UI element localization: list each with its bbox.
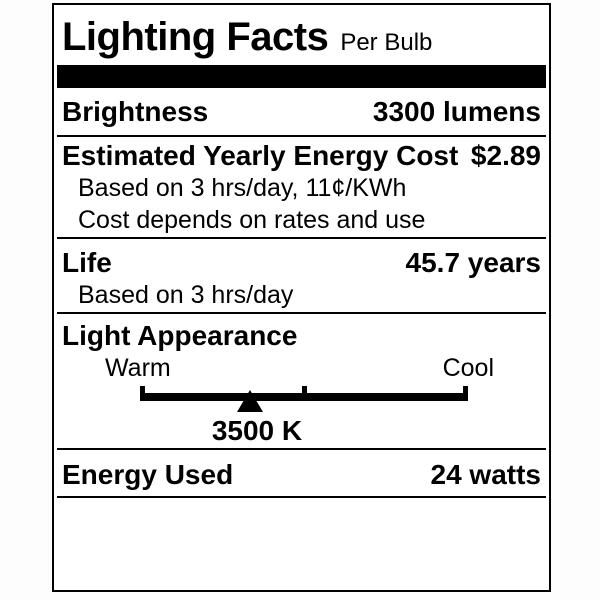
scale-endpoint-labels	[62, 352, 541, 384]
brightness-row	[62, 96, 541, 128]
brightness-label: Brightness	[62, 96, 209, 127]
energy-cost-row	[62, 140, 541, 172]
header-separator-bar	[57, 65, 546, 88]
energy-used-section	[57, 450, 546, 498]
scale-tick-right	[463, 386, 468, 401]
life-note-basis: Based on 3 hrs/day	[78, 281, 294, 309]
light-appearance-label: Light Appearance	[62, 320, 298, 351]
energy-cost-value: $2.89	[470, 140, 541, 171]
cool-label: Cool	[442, 354, 494, 382]
life-section	[57, 239, 546, 314]
energy-cost-note-basis: Based on 3 hrs/day, 11¢/KWh	[78, 174, 407, 202]
scale-tick-middle	[302, 386, 307, 401]
kelvin-marker-triangle-icon	[237, 390, 263, 412]
energy-used-value: 24 watts	[430, 459, 541, 490]
per-bulb-subtitle: Per Bulb	[340, 29, 433, 56]
warm-label: Warm	[105, 354, 171, 382]
color-temperature-scale	[62, 384, 541, 415]
life-value: 45.7 years	[405, 247, 541, 278]
light-appearance-section	[57, 314, 546, 450]
life-label: Life	[62, 247, 112, 278]
kelvin-value: 3500 K	[211, 415, 303, 446]
energy-cost-section	[57, 137, 546, 239]
energy-cost-note-disclaimer: Cost depends on rates and use	[78, 206, 426, 234]
label-header	[54, 5, 549, 61]
life-row	[62, 247, 541, 279]
energy-used-label: Energy Used	[62, 459, 234, 490]
brightness-section	[57, 88, 546, 137]
scale-track	[140, 393, 468, 401]
energy-cost-label: Estimated Yearly Energy Cost	[62, 140, 459, 171]
page-title: Lighting Facts	[62, 15, 329, 59]
scale-tick-left	[140, 386, 145, 401]
lighting-facts-label	[52, 3, 551, 592]
energy-used-row	[62, 459, 541, 491]
brightness-value: 3300 lumens	[372, 96, 541, 127]
